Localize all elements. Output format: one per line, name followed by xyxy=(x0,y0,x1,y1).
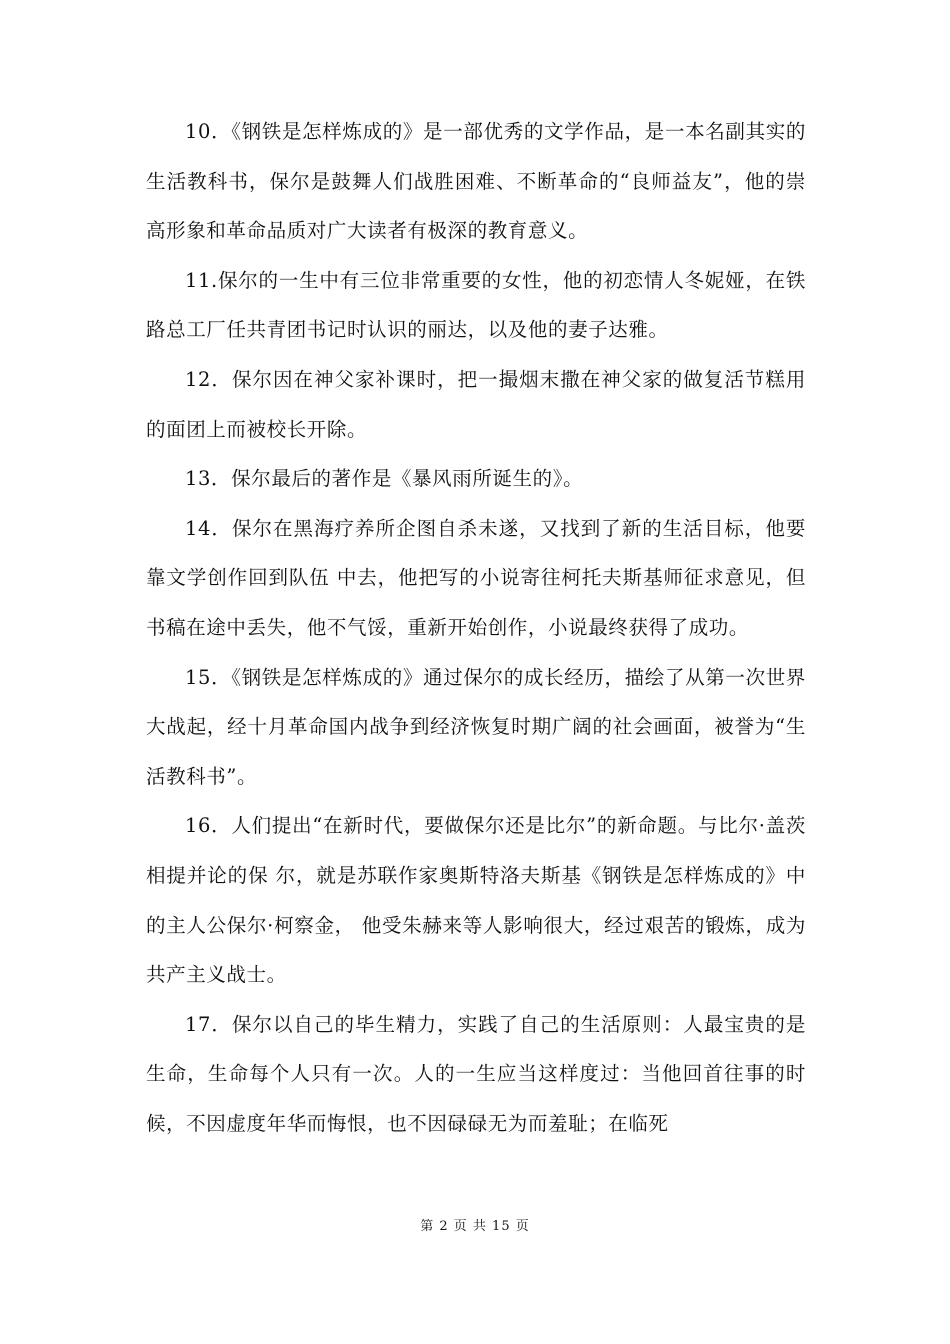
document-body xyxy=(146,107,806,1148)
paragraph-17: 17．保尔以自己的毕生精力，实践了自己的生活原则：人最宝贵的是生命，生命每个人只有一次。人的一生应当这样度过：当他回首往事的时候，不因虚度年华而悔恨，也不因碌碌无为而羞耻；在临死 xyxy=(146,1012,806,1135)
paragraph-10: 10．《钢铁是怎样炼成的》是一部优秀的文学作品，是一本名副其实的生活教科书，保尔是鼓舞人们战胜困难、不断革命的“良师益友”，他的崇高形象和革命品质对广大读者有极深的教育意义。 xyxy=(146,120,806,243)
paragraph-12: 12．保尔因在神父家补课时，把一撮烟末撒在神父家的做复活节糕用的面团上而被校长开除。 xyxy=(146,367,806,441)
paragraph-16: 16．人们提出“在新时代，要做保尔还是比尔”的新命题。与比尔·盖茨相提并论的保 尔，就是苏联作家奥斯特洛夫斯基《钢铁是怎样炼成的》中的主人公保尔·柯察金， 他受朱赫来等人影响很大，经过艰苦的锻炼，成为共产主义战士。 xyxy=(146,814,806,987)
paragraph-11: 11.保尔的一生中有三位非常重要的女性，他的初恋情人冬妮娅，在铁路总工厂任共青团书记时认识的丽达，以及他的妻子达雅。 xyxy=(146,268,806,342)
page-footer: 第 2 页 共 15 页 xyxy=(420,1219,530,1234)
paragraph-14: 14．保尔在黑海疗养所企图自杀未遂，又找到了新的生活目标，他要靠文学创作回到队伍 中去，他把写的小说寄往柯托夫斯基师征求意见，但书稿在途中丢失，他不气馁，重新开始创作，小说最终获得了成功。 xyxy=(146,516,806,639)
paragraph-15: 15．《钢铁是怎样炼成的》通过保尔的成长经历，描绘了从第一次世界大战起，经十月革命国内战争到经济恢复时期广阔的社会画面，被誉为“生活教科书”。 xyxy=(146,665,806,788)
paragraph-13: 13．保尔最后的著作是《暴风雨所诞生的》。 xyxy=(185,467,584,491)
